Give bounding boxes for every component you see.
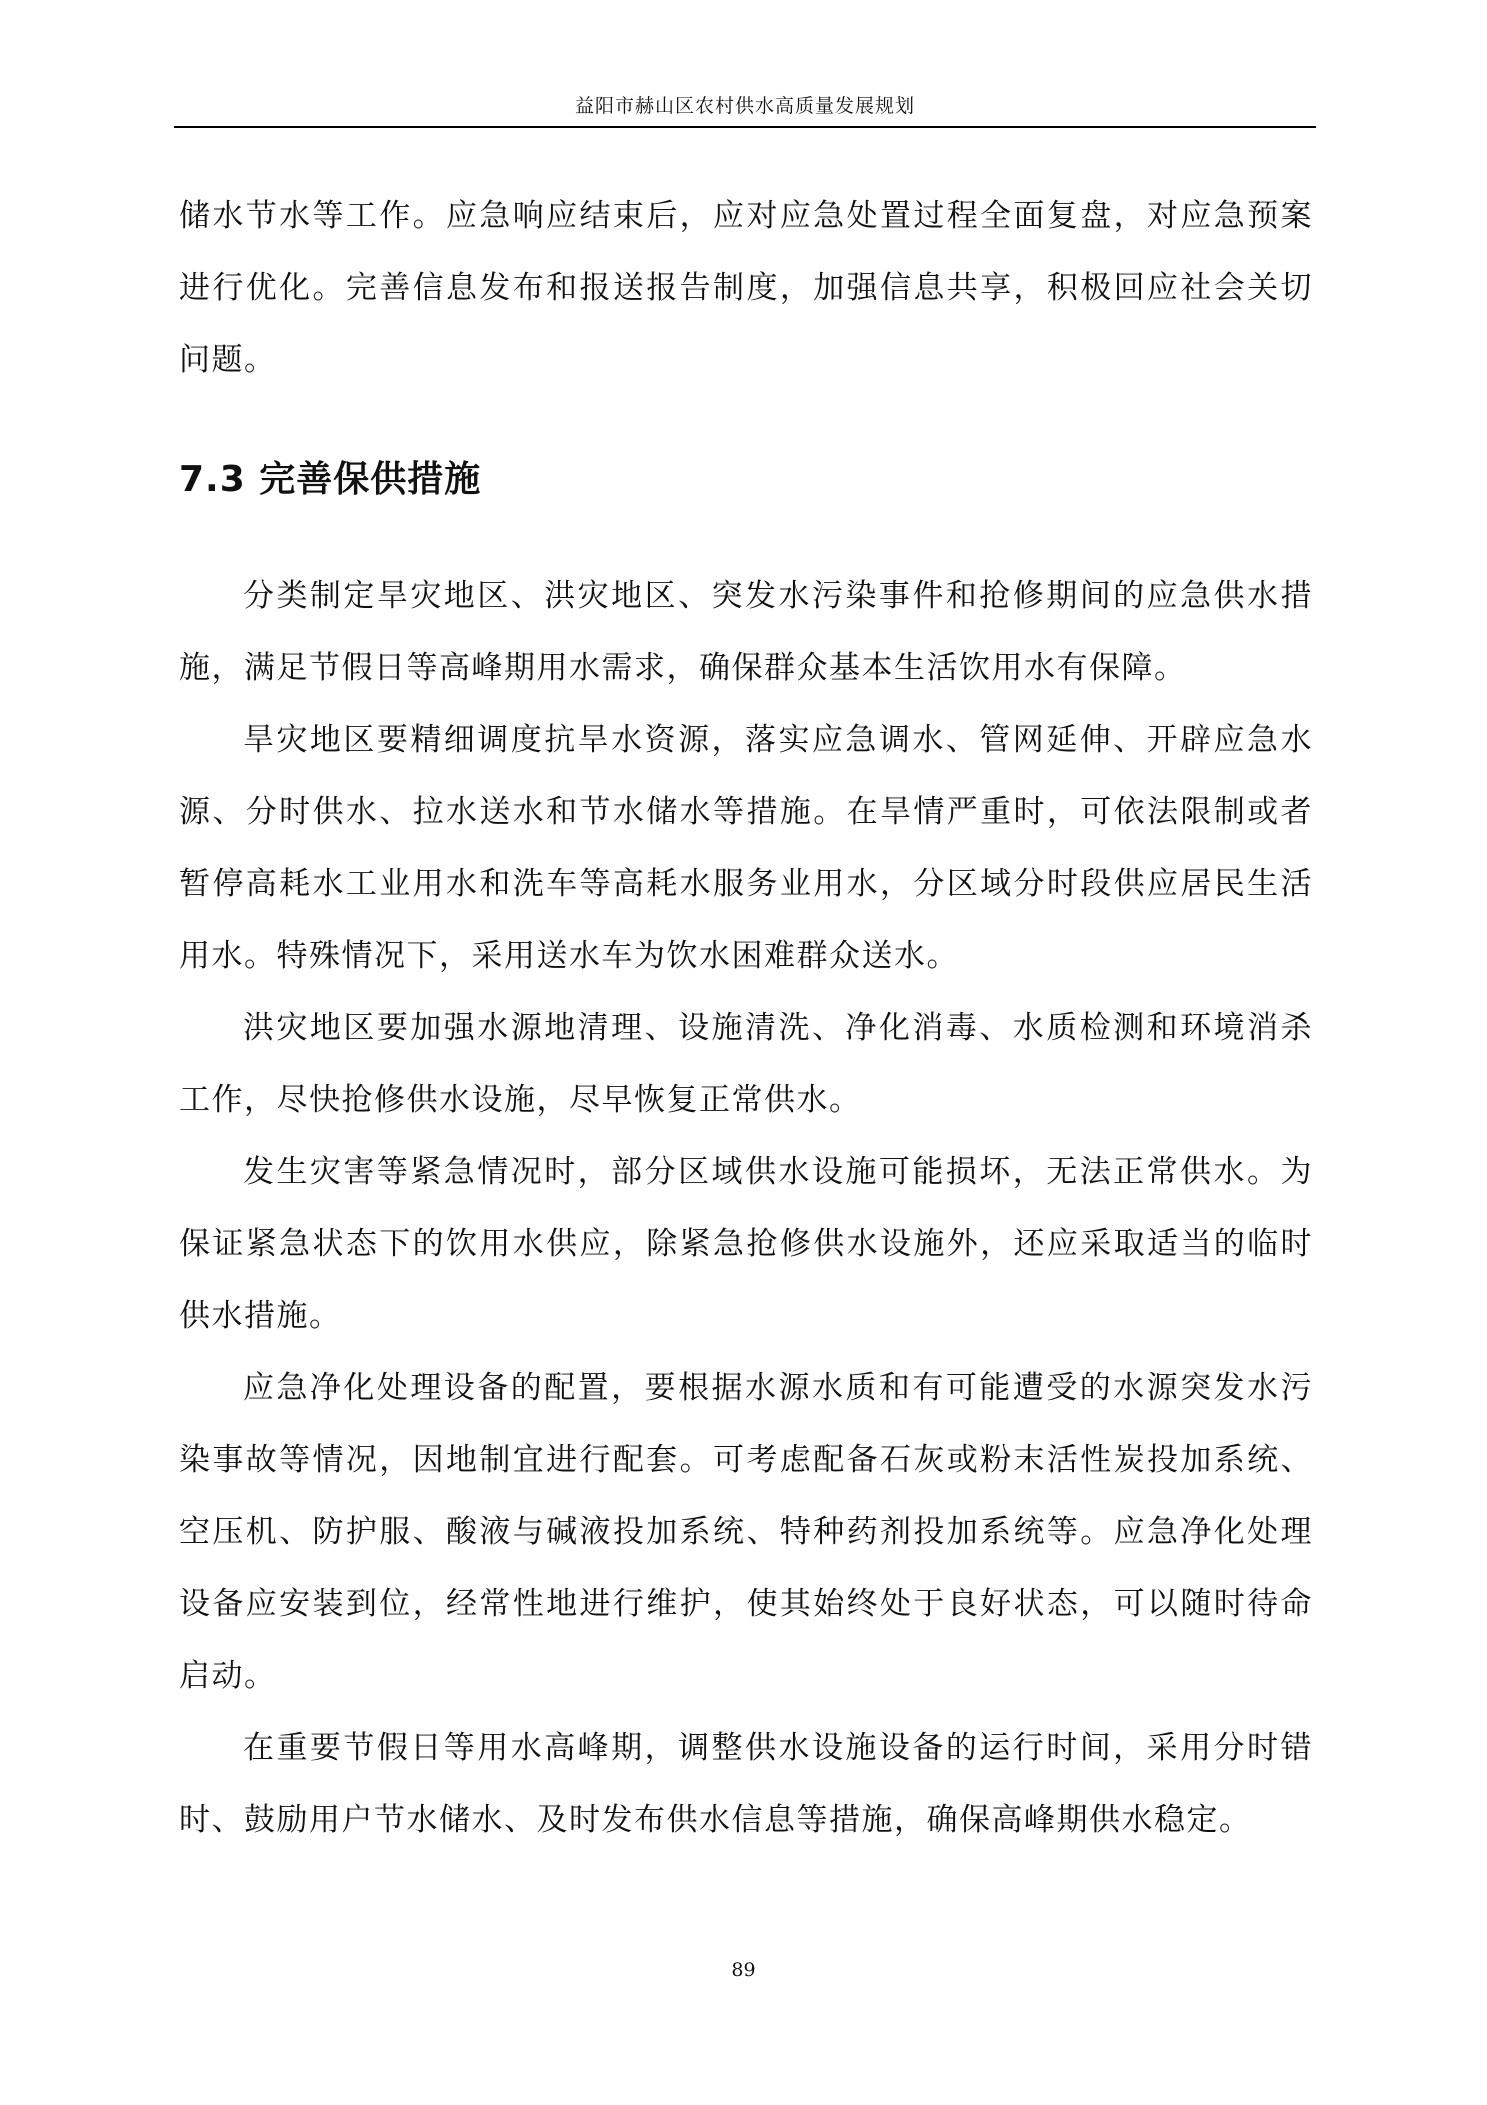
intro-paragraph: 储水节水等工作。应急响应结束后，应对应急处置过程全面复盘，对应急预案进行优化。完善信息发布和报送报告制度，加强信息共享，积极回应社会关切问题。 (179, 198, 1313, 378)
paragraph-3: 洪灾地区要加强水源地清理、设施清洗、净化消毒、水质检测和环境消杀工作，尽快抢修供水设施，尽早恢复正常供水。 (179, 1010, 1313, 1118)
header-rule (174, 126, 1316, 128)
spacer (179, 516, 1313, 560)
running-header: 益阳市赫山区农村供水高质量发展规划 (574, 95, 915, 117)
spacer (179, 396, 1313, 444)
paragraph-2: 旱灾地区要精细调度抗旱水资源，落实应急调水、管网延伸、开辟应急水源、分时供水、拉水送水和节水储水等措施。在旱情严重时，可依法限制或者暂停高耗水工业用水和洗车等高耗水服务业用水，分区域分时段供应居民生活用水。特殊情况下，采用送水车为饮水困难群众送水。 (179, 722, 1313, 974)
paragraph-6: 在重要节假日等用水高峰期，调整供水设施设备的运行时间，采用分时错时、鼓励用户节水储水、及时发布供水信息等措施，确保高峰期供水稳定。 (179, 1730, 1313, 1838)
section-heading: 7.3 完善保供措施 (179, 459, 482, 500)
paragraph-5: 应急净化处理设备的配置，要根据水源水质和有可能遭受的水源突发水污染事故等情况，因地制宜进行配套。可考虑配备石灰或粉末活性炭投加系统、空压机、防护服、酸液与碱液投加系统、特种药剂投加系统等。应急净化处理设备应安装到位，经常性地进行维护，使其始终处于良好状态，可以随时待命启动。 (179, 1370, 1313, 1694)
page-body (179, 180, 1313, 1856)
paragraph-4: 发生灾害等紧急情况时，部分区域供水设施可能损坏，无法正常供水。为保证紧急状态下的饮用水供应，除紧急抢修供水设施外，还应采取适当的临时供水措施。 (179, 1154, 1313, 1334)
paragraph-1: 分类制定旱灾地区、洪灾地区、突发水污染事件和抢修期间的应急供水措施，满足节假日等高峰期用水需求，确保群众基本生活饮用水有保障。 (179, 578, 1313, 686)
page-number: 89 (731, 1959, 756, 1981)
